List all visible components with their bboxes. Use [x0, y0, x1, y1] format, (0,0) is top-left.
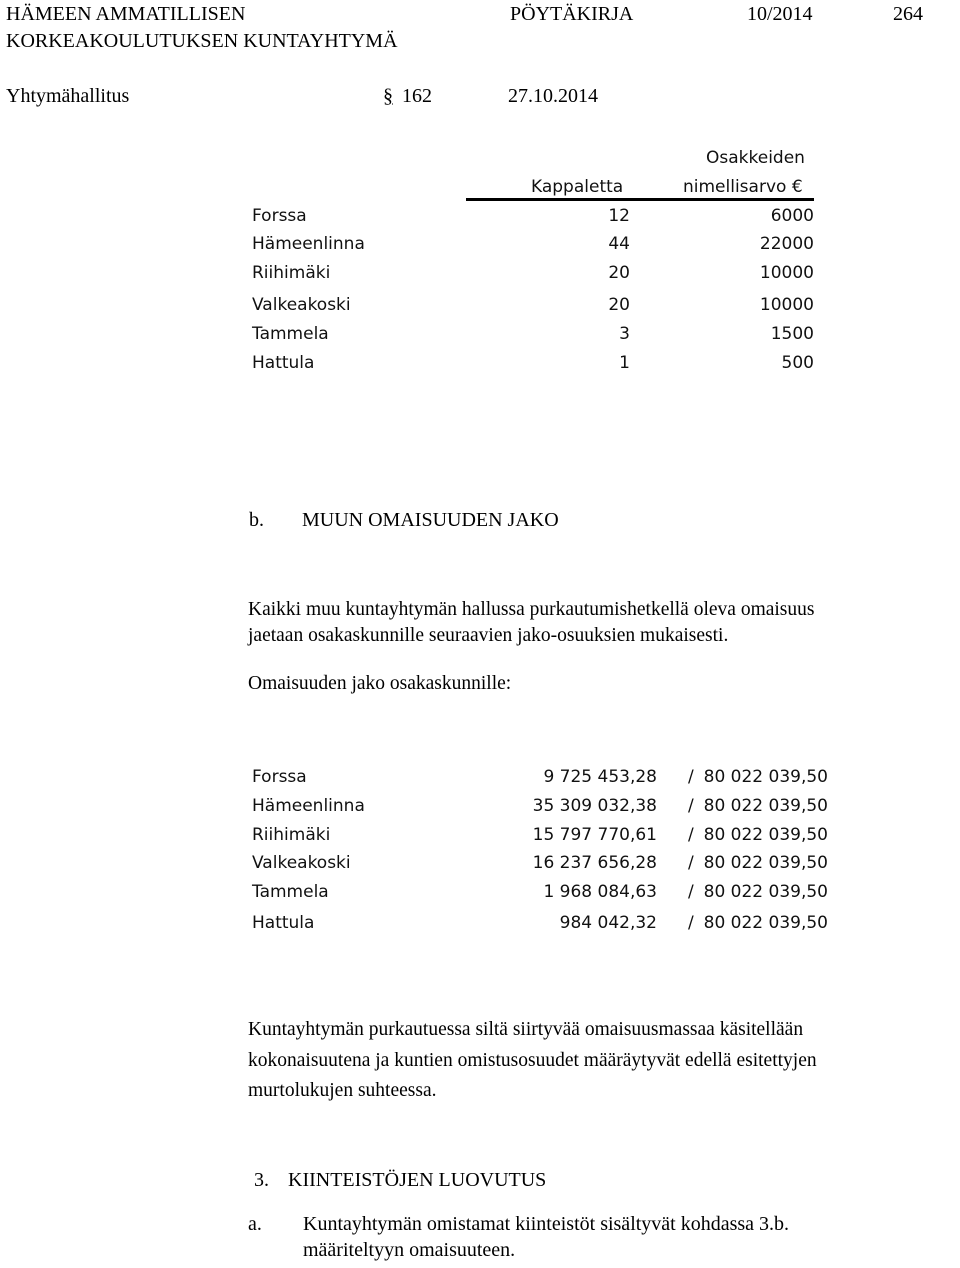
nominal-value: 6000 [770, 206, 814, 226]
share-count: 20 [608, 295, 630, 315]
municipality-name: Riihimäki [252, 263, 331, 283]
fraction-slash: / [688, 825, 694, 845]
share-denominator: 80 022 039,50 [703, 767, 828, 787]
municipality-name: Hattula [252, 913, 315, 933]
share-numerator: 1 968 084,63 [543, 882, 657, 902]
paragraph-line: Kaikki muu kuntayhtymän hallussa purkautumishetkellä oleva omaisuus [248, 599, 815, 620]
municipality-name: Valkeakoski [252, 295, 351, 315]
nominal-value: 10000 [759, 295, 814, 315]
fraction-slash: / [688, 796, 694, 816]
municipality-name: Valkeakoski [252, 853, 351, 873]
share-numerator: 35 309 032,38 [532, 796, 657, 816]
page-number: 264 [893, 3, 923, 25]
paragraph-line: Omaisuuden jako osakaskunnille: [248, 673, 512, 694]
fraction-slash: / [688, 853, 694, 873]
item-marker: a. [248, 1213, 262, 1235]
share-count: 44 [608, 234, 630, 254]
section-marker: b. [249, 509, 264, 531]
nominal-value: 22000 [759, 234, 814, 254]
share-numerator: 16 237 656,28 [532, 853, 657, 873]
share-denominator: 80 022 039,50 [703, 825, 828, 845]
share-numerator: 9 725 453,28 [543, 767, 657, 787]
column-header-count: Kappaletta [531, 177, 624, 197]
org-name-line1: HÄMEEN AMMATILLISEN [6, 3, 246, 25]
municipality-name: Hattula [252, 353, 315, 373]
share-count: 20 [608, 263, 630, 283]
document-type: PÖYTÄKIRJA [510, 3, 634, 25]
nominal-value: 10000 [759, 263, 814, 283]
fraction-slash: / [688, 913, 694, 933]
share-denominator: 80 022 039,50 [703, 796, 828, 816]
item-line: Kuntayhtymän omistamat kiinteistöt sisältyvät kohdassa 3.b. [303, 1213, 790, 1235]
share-count: 1 [619, 353, 630, 373]
meeting-date: 27.10.2014 [508, 85, 598, 107]
fraction-slash: / [688, 882, 694, 902]
fraction-slash: / [688, 767, 694, 787]
paragraph-line: kokonaisuutena ja kuntien omistusosuudet määräytyvät edellä esitettyjen [248, 1050, 817, 1071]
municipality-name: Forssa [252, 767, 307, 787]
municipality-name: Forssa [252, 206, 307, 226]
share-denominator: 80 022 039,50 [703, 882, 828, 902]
document-number: 10/2014 [747, 3, 813, 25]
board-name: Yhtymähallitus [6, 85, 130, 107]
share-count: 12 [608, 206, 630, 226]
municipality-name: Tammela [252, 882, 329, 902]
header-rule [466, 198, 814, 201]
section-title: KIINTEISTÖJEN LUOVUTUS [288, 1169, 547, 1191]
section-title: MUUN OMAISUUDEN JAKO [302, 509, 559, 531]
municipality-name: Hämeenlinna [252, 234, 365, 254]
paragraph-line: Kuntayhtymän purkautuessa siltä siirtyvää omaisuusmassaa käsitellään [248, 1019, 804, 1040]
share-numerator: 984 042,32 [559, 913, 657, 933]
share-denominator: 80 022 039,50 [703, 913, 828, 933]
share-numerator: 15 797 770,61 [532, 825, 657, 845]
share-count: 3 [619, 324, 630, 344]
share-denominator: 80 022 039,50 [703, 853, 828, 873]
section-number: 162 [402, 85, 432, 107]
paragraph-line: murtolukujen suhteessa. [248, 1080, 437, 1101]
paragraph-line: jaetaan osakaskunnille seuraavien jako-osuuksien mukaisesti. [248, 625, 729, 646]
nominal-value: 1500 [770, 324, 814, 344]
municipality-name: Hämeenlinna [252, 796, 365, 816]
section-sign: § [383, 85, 393, 107]
column-header-value-line2: nimellisarvo € [683, 177, 803, 197]
municipality-name: Tammela [252, 324, 329, 344]
org-name-line2: KORKEAKOULUTUKSEN KUNTAYHTYMÄ [6, 30, 398, 52]
section-number: 3. [254, 1169, 269, 1191]
column-header-value-line1: Osakkeiden [706, 148, 805, 168]
item-line: määriteltyyn omaisuuteen. [303, 1239, 516, 1261]
nominal-value: 500 [781, 353, 814, 373]
municipality-name: Riihimäki [252, 825, 331, 845]
